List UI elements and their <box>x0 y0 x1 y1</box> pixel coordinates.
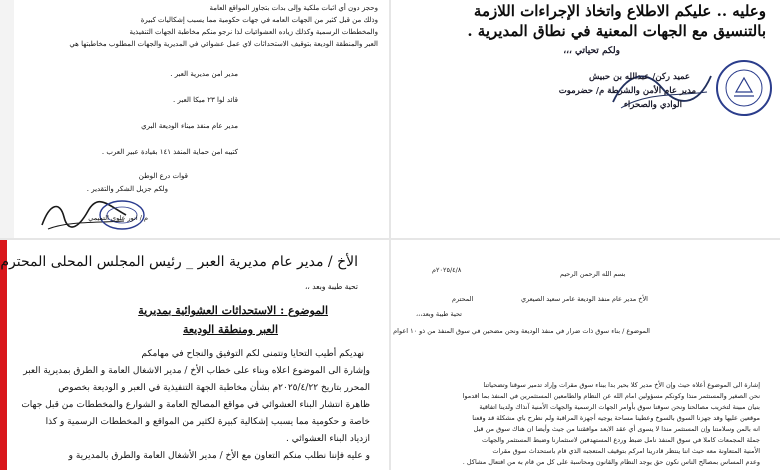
letterhead-red-bar <box>0 240 7 470</box>
recipient-3: مدير عام منفذ ميناء الوديعة البري <box>141 122 238 130</box>
body-line-3: المحرر بتاريخ ٢٠٢٥/٤/٢٢م بشأن مخاطبة الجهة التنفيذية في العبر و الوديعة بخصوص <box>58 383 370 393</box>
closing-greeting: ولكم تحياتي ،،، <box>563 46 620 56</box>
body-line-5: خاصة و حكومية مما يسبب إشكالية كبيرة لكثير من المواقع و المخططات الرسمية و كذا <box>45 417 370 427</box>
signatory-region: الوادي والصحراء <box>623 100 682 110</box>
subject-line-2: العبر ومنطقة الوديعة <box>182 323 278 336</box>
directive-line-1: وعليه .. عليكم الاطلاع واتخاذ الإجراءات اللازمة <box>473 2 766 20</box>
scan-margin <box>0 0 14 238</box>
recipient-4: كتيبه امن حماية المنفذ ١٤١ بقيادة عبير العرب . <box>101 148 238 156</box>
letter-addressee: الأخ / مدير عام مديرية العبر _ رئيس المجلس المحلى المحترم <box>0 254 358 270</box>
document-bottom-right <box>392 240 780 470</box>
body-line-2: وإشارة الى الموضوع اعلاه وبناء على خطاب الأخ / مدير الاشغال العامة و الطرق بمديرية العبر <box>23 366 370 376</box>
subject-line-1: الموضوع : الاستحداثات العشوائية بمديرية <box>138 304 328 317</box>
para-line-1: إشارة الى الموضوع أعلاه حيث وإن الأخ مدير كلا بحير بدا ببناء سوق مقرات وإراد تدمير سوقنا وتضحياتنا <box>483 381 760 389</box>
para-line-8: وعدم المساس بمصالح الناس نكون حق يوجد النظام والقانون ومحاسبة على كل من قام به من افتعال مشاكل . <box>462 458 760 466</box>
para-line-6: جملة المجمعات كاملا في سوق المنفذ نامل ضبط وردع المستهدفين لاستثمارنا وضبط المستثمر والجهات <box>481 436 760 444</box>
doc-line-2: وذلك من قبل كثير من الجهات العامه في جهات حكومية مما يسبب إشكاليات كبيرة <box>140 16 378 24</box>
document-top-left <box>0 0 388 238</box>
honorific: المحترم <box>452 295 474 303</box>
panel-divider-vertical <box>389 0 391 470</box>
signature-name: م / انور علوي التميمي <box>88 214 148 222</box>
recipient-2: قائد لوا ٢٣ ميكا العبر . <box>173 96 238 104</box>
letter-addressee-right: الأخ مدير عام منفذ الوديعة عامر سعيد الصيعري <box>520 295 648 303</box>
subject-right: الموضوع / بناء سوق ذات ضرار في منفذ الوديعة ونحن مضحين في سوق المنفذ من ذو ١٠ اعوام <box>393 327 650 335</box>
body-line-6: ازدياد البناء العشوائي . <box>286 434 370 444</box>
para-line-7: الأمنية المتعاونة معه حيث اننا ينتظر قادرينا امركم بتوقيف المتعجبه الذي قام باستحداث سوق مقرات <box>492 447 760 455</box>
document-top-right <box>392 0 780 238</box>
para-line-5: انه بالمن وسلامتنا وإن المستثمر منذا لا يسوى أي عقد الابعد موافقتنا من جيث وأيضا ان هناك سوق من قبل <box>473 425 760 433</box>
doc-line-1: وحجز دون أي اثبات ملكية وإلى بدات بتجاوز المواقع العامة <box>209 4 378 12</box>
closing-thanks: ولكم جزيل الشكر والتقدير . <box>86 185 168 193</box>
directive-line-2: بالتنسيق مع الجهات المعنية في نطاق المديرية . <box>467 22 766 40</box>
recipient-1: مدير امن مديرية العبر . <box>170 70 238 78</box>
doc-line-3: والمخططات الرسمية وكذلك زياده العشوائيات لذا نرجو منكم مخاطبة الجهات التنفيذية <box>129 28 378 36</box>
body-line-1: نهديكم أطيب التحايا ونتمنى لكم التوفيق والنجاح في مهامكم <box>141 349 364 359</box>
basmala: بسم الله الرحمن الرحيم <box>560 270 626 278</box>
letter-date: ٢٠٢٥/٤/٨م <box>432 266 462 274</box>
signatory-title: مدير عام الأمن والشرطة م/ حضرموت <box>558 86 696 96</box>
letter-greeting: تحية طيبة وبعد ،، <box>305 282 358 291</box>
official-seal-icon <box>714 58 774 118</box>
doc-line-4: العبر والمنطقة الوديعة بتوقيف الاستحداثات لاي عمل عشوائي في المديرية والجهات المطلوب مخاطبتها هي <box>69 40 378 48</box>
signatory-name: عميد ركن/ عبدالله بن حبيش <box>588 72 690 82</box>
para-line-2: نحن الصغير والمستثمر منذا وكونكم مسؤولين امام الله عن النظام والطامعين المستثمرين في المنفذ بما اقدموا <box>462 392 760 400</box>
body-line-4: ظاهرة انتشار البناء العشوائي في مواقع المصالح العامة و الشوارع والمخططات من قبل جهات <box>21 400 370 410</box>
body-line-7: و عليه فإننا نطلب منكم التعاون مع الأخ / مدير الأشغال العامة والطرق بالمديرية و <box>68 451 370 461</box>
greeting-right: تحية طيبة وبعد،،، <box>416 310 462 318</box>
para-line-3: بنيان مبينة لتخريب مصالحنا ونحن سوقنا سوق بأوامر الجهات الرسمية والجهات الأمنية آنذاك ولدينا اتفاقية <box>479 403 760 411</box>
document-bottom-left <box>0 240 388 470</box>
para-line-4: موقعين عليها وقد جهزنا السوق بالسوخ وعطينا مساحة يوجيه أجهزة المراقبة ولم نطرح باي مشكلة قد وقعنا <box>472 414 760 422</box>
office-line: قوات درع الوطن <box>138 172 188 180</box>
